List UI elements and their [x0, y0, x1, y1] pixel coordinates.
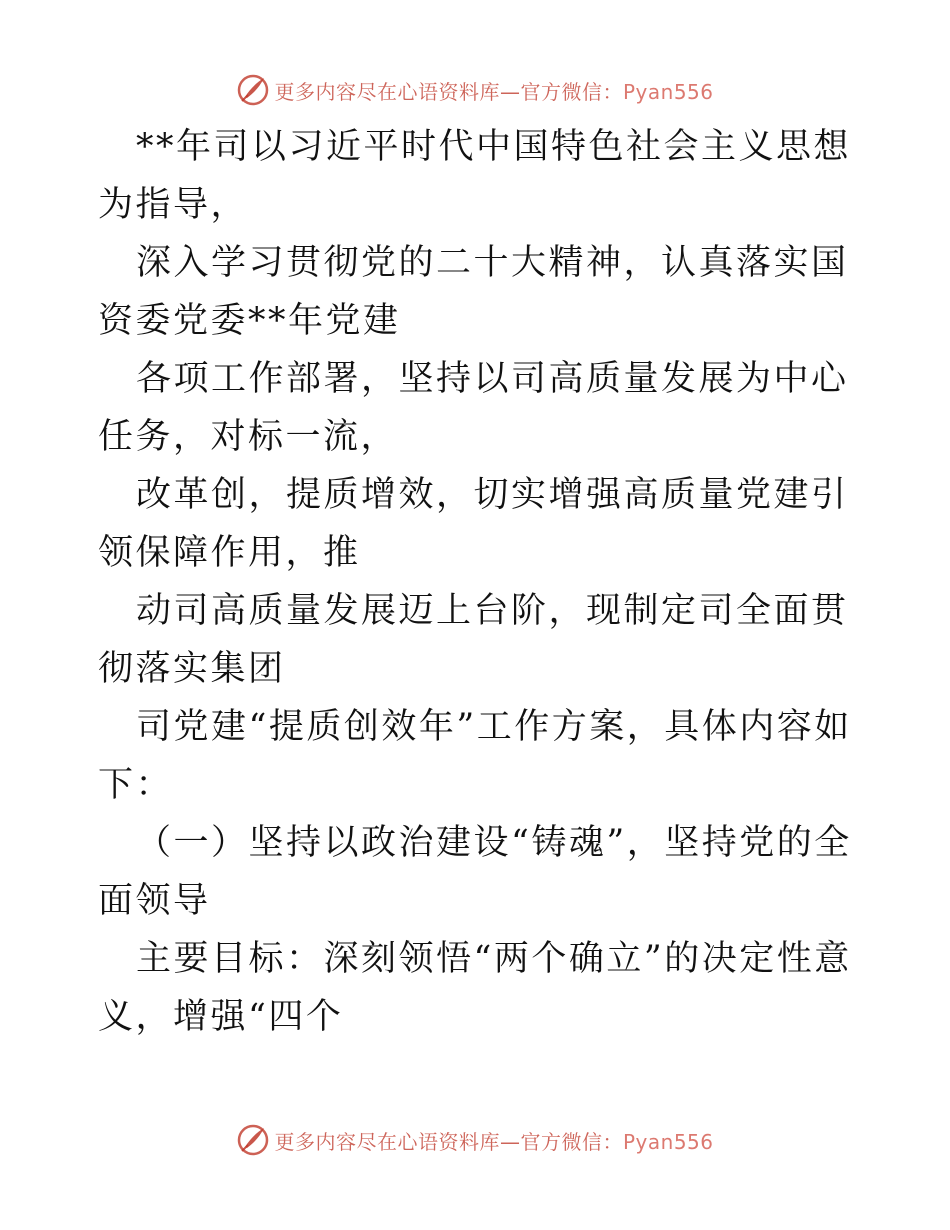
footer-watermark	[0, 1120, 950, 1160]
watermark-text	[274, 1126, 713, 1155]
paragraph-4: 改革创，提质增效，切实增强高质量党建引领保障作用，推	[98, 475, 849, 573]
watermark-site-text: 更多内容尽在心语资料库—官方微信：	[274, 1129, 623, 1154]
watermark-site-text: 更多内容尽在心语资料库—官方微信：	[274, 79, 623, 104]
paragraph-8: 主要目标：深刻领悟“两个确立”的决定性意义，增强“四个	[98, 939, 852, 1037]
paragraph-2: 深入学习贯彻党的二十大精神，认真落实国资委党委**年党建	[98, 243, 849, 341]
paragraph-3: 各项工作部署，坚持以司高质量发展为中心任务，对标一流，	[98, 359, 849, 457]
header-watermark	[0, 70, 950, 110]
watermark-text	[274, 76, 713, 105]
feather-pen-seal-icon	[236, 1123, 270, 1157]
document-body	[98, 118, 858, 1046]
feather-pen-seal-icon	[236, 73, 270, 107]
paragraph-6: 司党建“提质创效年”工作方案，具体内容如下：	[98, 707, 852, 805]
paragraph-7: （一）坚持以政治建设“铸魂”，坚持党的全面领导	[98, 823, 852, 921]
watermark-wechat-id: Pyan556	[622, 79, 714, 104]
paragraph-5: 动司高质量发展迈上台阶，现制定司全面贯彻落实集团	[98, 591, 849, 689]
watermark-wechat-id: Pyan556	[622, 1129, 714, 1154]
paragraph-1: **年司以习近平时代中国特色社会主义思想为指导，	[98, 127, 852, 225]
